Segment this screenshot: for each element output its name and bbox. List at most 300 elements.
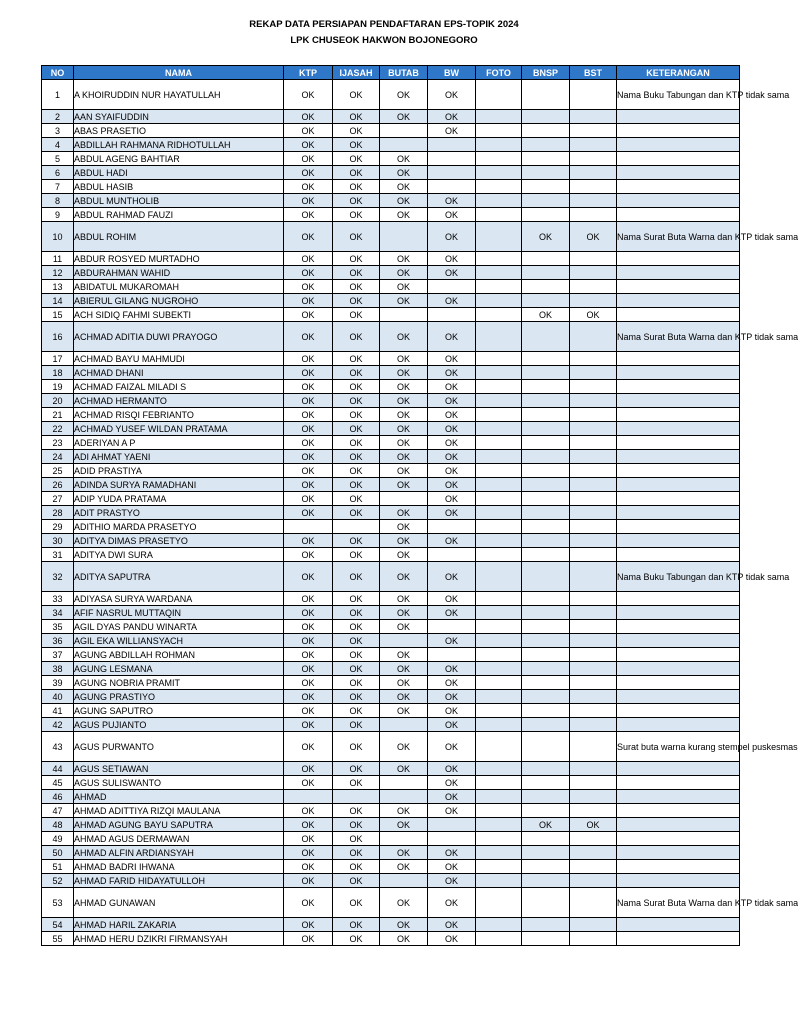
row-nama: ADITYA DIMAS PRASETYO bbox=[74, 534, 284, 548]
table-row bbox=[42, 366, 740, 380]
row-ijasah: OK bbox=[333, 562, 380, 592]
row-nama: AGUNG ABDILLAH ROHMAN bbox=[74, 648, 284, 662]
row-ijasah: OK bbox=[333, 846, 380, 860]
row-bnsp bbox=[522, 436, 570, 450]
row-no: 41 bbox=[42, 704, 74, 718]
row-nama: AGUNG LESMANA bbox=[74, 662, 284, 676]
row-bnsp bbox=[522, 478, 570, 492]
row-butab: OK bbox=[380, 464, 428, 478]
row-nama: ADID PRASTIYA bbox=[74, 464, 284, 478]
row-ktp bbox=[284, 520, 333, 534]
row-ktp: OK bbox=[284, 874, 333, 888]
row-bnsp bbox=[522, 592, 570, 606]
row-nama: ABAS PRASETIO bbox=[74, 124, 284, 138]
row-bw bbox=[428, 520, 476, 534]
row-bnsp bbox=[522, 548, 570, 562]
table-row bbox=[42, 394, 740, 408]
row-bnsp bbox=[522, 634, 570, 648]
row-butab: OK bbox=[380, 690, 428, 704]
row-bnsp bbox=[522, 918, 570, 932]
row-bnsp bbox=[522, 166, 570, 180]
row-bw: OK bbox=[428, 592, 476, 606]
row-ijasah: OK bbox=[333, 634, 380, 648]
table-row bbox=[42, 222, 740, 252]
row-nama: ACHMAD HERMANTO bbox=[74, 394, 284, 408]
row-bst bbox=[570, 352, 617, 366]
row-bnsp: OK bbox=[522, 222, 570, 252]
row-butab: OK bbox=[380, 266, 428, 280]
row-no: 54 bbox=[42, 918, 74, 932]
row-keterangan bbox=[617, 208, 740, 222]
row-ktp: OK bbox=[284, 676, 333, 690]
table-row bbox=[42, 548, 740, 562]
row-foto bbox=[476, 562, 522, 592]
row-no: 10 bbox=[42, 222, 74, 252]
row-ktp: OK bbox=[284, 762, 333, 776]
table-row bbox=[42, 450, 740, 464]
row-no: 24 bbox=[42, 450, 74, 464]
row-no: 43 bbox=[42, 732, 74, 762]
row-bnsp bbox=[522, 732, 570, 762]
row-ijasah: OK bbox=[333, 506, 380, 520]
row-nama: ABIDATUL MUKAROMAH bbox=[74, 280, 284, 294]
row-bw: OK bbox=[428, 790, 476, 804]
table-row bbox=[42, 860, 740, 874]
row-bw: OK bbox=[428, 704, 476, 718]
row-nama: ABDUL ROHIM bbox=[74, 222, 284, 252]
col-header-ktp: KTP bbox=[284, 66, 333, 80]
table-row bbox=[42, 790, 740, 804]
row-foto bbox=[476, 704, 522, 718]
row-keterangan bbox=[617, 718, 740, 732]
col-header-keterangan: KETERANGAN bbox=[617, 66, 740, 80]
row-keterangan bbox=[617, 138, 740, 152]
row-foto bbox=[476, 366, 522, 380]
row-ijasah: OK bbox=[333, 718, 380, 732]
row-ktp: OK bbox=[284, 818, 333, 832]
row-keterangan bbox=[617, 308, 740, 322]
row-bst bbox=[570, 138, 617, 152]
row-no: 23 bbox=[42, 436, 74, 450]
row-bst bbox=[570, 408, 617, 422]
row-ijasah: OK bbox=[333, 110, 380, 124]
row-ijasah: OK bbox=[333, 138, 380, 152]
row-butab: OK bbox=[380, 704, 428, 718]
row-butab: OK bbox=[380, 562, 428, 592]
row-ktp: OK bbox=[284, 690, 333, 704]
table-row bbox=[42, 408, 740, 422]
row-foto bbox=[476, 166, 522, 180]
row-bw: OK bbox=[428, 124, 476, 138]
row-bnsp bbox=[522, 648, 570, 662]
row-nama: AHMAD ALFIN ARDIANSYAH bbox=[74, 846, 284, 860]
row-bw: OK bbox=[428, 422, 476, 436]
table-row bbox=[42, 606, 740, 620]
row-nama: AGUS SETIAWAN bbox=[74, 762, 284, 776]
row-bst bbox=[570, 80, 617, 110]
row-bw: OK bbox=[428, 732, 476, 762]
row-foto bbox=[476, 222, 522, 252]
table-row bbox=[42, 194, 740, 208]
row-bst bbox=[570, 464, 617, 478]
row-no: 7 bbox=[42, 180, 74, 194]
row-ijasah: OK bbox=[333, 918, 380, 932]
row-foto bbox=[476, 266, 522, 280]
table-row bbox=[42, 110, 740, 124]
row-nama: AFIF NASRUL MUTTAQIN bbox=[74, 606, 284, 620]
row-nama: AHMAD FARID HIDAYATULLOH bbox=[74, 874, 284, 888]
row-keterangan bbox=[617, 790, 740, 804]
row-foto bbox=[476, 762, 522, 776]
row-ktp: OK bbox=[284, 606, 333, 620]
row-keterangan bbox=[617, 506, 740, 520]
row-nama: ADITYA DWI SURA bbox=[74, 548, 284, 562]
row-no: 30 bbox=[42, 534, 74, 548]
row-bw bbox=[428, 648, 476, 662]
row-no: 19 bbox=[42, 380, 74, 394]
row-foto bbox=[476, 422, 522, 436]
row-bnsp bbox=[522, 352, 570, 366]
table-row bbox=[42, 266, 740, 280]
row-nama: ADI AHMAT YAENI bbox=[74, 450, 284, 464]
row-nama: AHMAD bbox=[74, 790, 284, 804]
row-ijasah: OK bbox=[333, 166, 380, 180]
row-bst bbox=[570, 422, 617, 436]
row-foto bbox=[476, 548, 522, 562]
row-nama: AGUNG SAPUTRO bbox=[74, 704, 284, 718]
row-ijasah: OK bbox=[333, 266, 380, 280]
row-butab: OK bbox=[380, 322, 428, 352]
row-nama: AHMAD ADITTIYA RIZQI MAULANA bbox=[74, 804, 284, 818]
row-butab: OK bbox=[380, 732, 428, 762]
row-no: 38 bbox=[42, 662, 74, 676]
document-title: REKAP DATA PERSIAPAN PENDAFTARAN EPS-TOPIK 2024 bbox=[249, 19, 519, 30]
row-foto bbox=[476, 294, 522, 308]
row-foto bbox=[476, 208, 522, 222]
row-butab bbox=[380, 222, 428, 252]
row-nama: ABDUL RAHMAD FAUZI bbox=[74, 208, 284, 222]
row-foto bbox=[476, 804, 522, 818]
row-bst bbox=[570, 776, 617, 790]
row-ijasah: OK bbox=[333, 534, 380, 548]
row-ijasah: OK bbox=[333, 662, 380, 676]
row-ijasah: OK bbox=[333, 888, 380, 918]
row-bnsp bbox=[522, 322, 570, 352]
row-butab: OK bbox=[380, 818, 428, 832]
row-bw: OK bbox=[428, 762, 476, 776]
row-bw: OK bbox=[428, 804, 476, 818]
row-ktp: OK bbox=[284, 548, 333, 562]
row-foto bbox=[476, 152, 522, 166]
row-ktp: OK bbox=[284, 662, 333, 676]
row-ijasah: OK bbox=[333, 932, 380, 946]
row-no: 17 bbox=[42, 352, 74, 366]
row-bnsp bbox=[522, 366, 570, 380]
row-bnsp bbox=[522, 832, 570, 846]
row-bst bbox=[570, 676, 617, 690]
row-butab: OK bbox=[380, 180, 428, 194]
row-keterangan bbox=[617, 194, 740, 208]
row-foto bbox=[476, 450, 522, 464]
row-nama: AHMAD GUNAWAN bbox=[74, 888, 284, 918]
row-no: 37 bbox=[42, 648, 74, 662]
row-keterangan bbox=[617, 648, 740, 662]
row-bst bbox=[570, 194, 617, 208]
row-butab: OK bbox=[380, 408, 428, 422]
row-ktp: OK bbox=[284, 194, 333, 208]
row-ijasah: OK bbox=[333, 776, 380, 790]
row-ktp: OK bbox=[284, 80, 333, 110]
row-bst bbox=[570, 874, 617, 888]
row-bw bbox=[428, 832, 476, 846]
row-no: 36 bbox=[42, 634, 74, 648]
row-butab: OK bbox=[380, 436, 428, 450]
row-bw: OK bbox=[428, 322, 476, 352]
col-header-nama: NAMA bbox=[74, 66, 284, 80]
row-ktp: OK bbox=[284, 776, 333, 790]
table-row bbox=[42, 436, 740, 450]
row-butab: OK bbox=[380, 888, 428, 918]
row-bw: OK bbox=[428, 366, 476, 380]
row-nama: ACHMAD FAIZAL MILADI S bbox=[74, 380, 284, 394]
row-ktp: OK bbox=[284, 534, 333, 548]
row-foto bbox=[476, 408, 522, 422]
row-keterangan bbox=[617, 818, 740, 832]
row-bnsp bbox=[522, 294, 570, 308]
row-bst bbox=[570, 166, 617, 180]
row-no: 39 bbox=[42, 676, 74, 690]
row-butab bbox=[380, 308, 428, 322]
row-bw: OK bbox=[428, 478, 476, 492]
row-ktp: OK bbox=[284, 464, 333, 478]
row-nama: ACHMAD DHANI bbox=[74, 366, 284, 380]
row-foto bbox=[476, 520, 522, 534]
row-bw: OK bbox=[428, 776, 476, 790]
table-row bbox=[42, 464, 740, 478]
row-foto bbox=[476, 690, 522, 704]
row-ktp: OK bbox=[284, 888, 333, 918]
row-butab: OK bbox=[380, 110, 428, 124]
row-bnsp bbox=[522, 932, 570, 946]
row-nama: ACHMAD YUSEF WILDAN PRATAMA bbox=[74, 422, 284, 436]
row-no: 3 bbox=[42, 124, 74, 138]
row-ktp: OK bbox=[284, 152, 333, 166]
row-bst bbox=[570, 846, 617, 860]
row-bnsp bbox=[522, 394, 570, 408]
row-ijasah: OK bbox=[333, 690, 380, 704]
row-bnsp bbox=[522, 520, 570, 534]
row-bw bbox=[428, 308, 476, 322]
row-bw: OK bbox=[428, 450, 476, 464]
row-bst bbox=[570, 932, 617, 946]
row-bw: OK bbox=[428, 918, 476, 932]
row-bnsp: OK bbox=[522, 818, 570, 832]
row-butab: OK bbox=[380, 676, 428, 690]
row-no: 47 bbox=[42, 804, 74, 818]
row-bst bbox=[570, 520, 617, 534]
row-bw bbox=[428, 280, 476, 294]
row-ktp: OK bbox=[284, 322, 333, 352]
row-ktp: OK bbox=[284, 352, 333, 366]
row-butab: OK bbox=[380, 534, 428, 548]
row-no: 29 bbox=[42, 520, 74, 534]
row-no: 28 bbox=[42, 506, 74, 520]
row-bst bbox=[570, 252, 617, 266]
row-foto bbox=[476, 732, 522, 762]
table-row bbox=[42, 380, 740, 394]
row-no: 22 bbox=[42, 422, 74, 436]
row-bnsp bbox=[522, 676, 570, 690]
row-bst: OK bbox=[570, 308, 617, 322]
row-nama: ADINDA SURYA RAMADHANI bbox=[74, 478, 284, 492]
row-ijasah: OK bbox=[333, 818, 380, 832]
row-ijasah bbox=[333, 790, 380, 804]
row-no: 11 bbox=[42, 252, 74, 266]
row-butab bbox=[380, 492, 428, 506]
row-foto bbox=[476, 322, 522, 352]
row-no: 48 bbox=[42, 818, 74, 832]
row-ijasah: OK bbox=[333, 548, 380, 562]
row-bnsp bbox=[522, 562, 570, 592]
row-butab: OK bbox=[380, 252, 428, 266]
row-ijasah: OK bbox=[333, 422, 380, 436]
row-foto bbox=[476, 80, 522, 110]
row-keterangan bbox=[617, 592, 740, 606]
row-butab: OK bbox=[380, 208, 428, 222]
row-bw bbox=[428, 548, 476, 562]
recap-table bbox=[41, 65, 798, 946]
row-keterangan bbox=[617, 492, 740, 506]
row-bst bbox=[570, 606, 617, 620]
row-ktp: OK bbox=[284, 266, 333, 280]
row-nama: AGUNG PRASTIYO bbox=[74, 690, 284, 704]
row-ijasah: OK bbox=[333, 832, 380, 846]
table-row bbox=[42, 662, 740, 676]
row-nama: ABDUL HASIB bbox=[74, 180, 284, 194]
row-keterangan bbox=[617, 662, 740, 676]
table-row bbox=[42, 776, 740, 790]
row-no: 5 bbox=[42, 152, 74, 166]
table-row bbox=[42, 478, 740, 492]
row-bw: OK bbox=[428, 606, 476, 620]
row-ktp: OK bbox=[284, 478, 333, 492]
row-butab: OK bbox=[380, 152, 428, 166]
row-foto bbox=[476, 352, 522, 366]
row-nama: ADITYA SAPUTRA bbox=[74, 562, 284, 592]
row-no: 31 bbox=[42, 548, 74, 562]
row-no: 25 bbox=[42, 464, 74, 478]
row-foto bbox=[476, 790, 522, 804]
row-foto bbox=[476, 394, 522, 408]
row-keterangan bbox=[617, 464, 740, 478]
row-butab bbox=[380, 138, 428, 152]
row-ijasah: OK bbox=[333, 804, 380, 818]
row-keterangan bbox=[617, 252, 740, 266]
row-bst bbox=[570, 380, 617, 394]
table-row bbox=[42, 874, 740, 888]
row-ktp: OK bbox=[284, 832, 333, 846]
row-ktp: OK bbox=[284, 252, 333, 266]
row-bst bbox=[570, 534, 617, 548]
row-foto bbox=[476, 534, 522, 548]
row-bw: OK bbox=[428, 662, 476, 676]
row-bst bbox=[570, 690, 617, 704]
row-bnsp bbox=[522, 790, 570, 804]
row-butab bbox=[380, 874, 428, 888]
row-keterangan bbox=[617, 110, 740, 124]
row-bst bbox=[570, 732, 617, 762]
row-no: 4 bbox=[42, 138, 74, 152]
row-butab: OK bbox=[380, 932, 428, 946]
row-no: 6 bbox=[42, 166, 74, 180]
row-ijasah: OK bbox=[333, 252, 380, 266]
row-ktp bbox=[284, 790, 333, 804]
row-bw: OK bbox=[428, 846, 476, 860]
row-bst bbox=[570, 704, 617, 718]
row-foto bbox=[476, 662, 522, 676]
row-foto bbox=[476, 846, 522, 860]
table-row bbox=[42, 846, 740, 860]
row-bw bbox=[428, 818, 476, 832]
row-butab bbox=[380, 790, 428, 804]
row-bnsp bbox=[522, 776, 570, 790]
row-ijasah: OK bbox=[333, 124, 380, 138]
row-bst bbox=[570, 888, 617, 918]
row-ijasah: OK bbox=[333, 208, 380, 222]
row-no: 16 bbox=[42, 322, 74, 352]
row-ktp: OK bbox=[284, 492, 333, 506]
row-bw: OK bbox=[428, 690, 476, 704]
row-ktp: OK bbox=[284, 422, 333, 436]
row-foto bbox=[476, 592, 522, 606]
row-ktp: OK bbox=[284, 436, 333, 450]
row-butab: OK bbox=[380, 662, 428, 676]
row-ktp: OK bbox=[284, 138, 333, 152]
row-nama: AHMAD AGUNG BAYU SAPUTRA bbox=[74, 818, 284, 832]
row-keterangan: Nama Buku Tabungan dan KTP tidak sama bbox=[617, 80, 740, 110]
table-row bbox=[42, 308, 740, 322]
row-keterangan bbox=[617, 620, 740, 634]
row-nama: AGUS PUJIANTO bbox=[74, 718, 284, 732]
row-keterangan: Nama Surat Buta Warna dan KTP tidak sama bbox=[617, 888, 740, 918]
row-keterangan bbox=[617, 124, 740, 138]
row-foto bbox=[476, 436, 522, 450]
row-keterangan: Nama Surat Buta Warna dan KTP tidak sama bbox=[617, 222, 740, 252]
table-row bbox=[42, 832, 740, 846]
row-bw bbox=[428, 138, 476, 152]
row-ijasah: OK bbox=[333, 352, 380, 366]
row-keterangan bbox=[617, 478, 740, 492]
row-bst bbox=[570, 506, 617, 520]
row-ktp: OK bbox=[284, 804, 333, 818]
row-foto bbox=[476, 308, 522, 322]
row-ktp: OK bbox=[284, 366, 333, 380]
row-bnsp bbox=[522, 208, 570, 222]
table-row bbox=[42, 648, 740, 662]
row-bw bbox=[428, 152, 476, 166]
row-bst bbox=[570, 266, 617, 280]
col-header-butab: BUTAB bbox=[380, 66, 428, 80]
row-bw: OK bbox=[428, 860, 476, 874]
row-nama: AGIL DYAS PANDU WINARTA bbox=[74, 620, 284, 634]
row-bst bbox=[570, 562, 617, 592]
row-bnsp bbox=[522, 704, 570, 718]
row-bw: OK bbox=[428, 874, 476, 888]
row-keterangan bbox=[617, 352, 740, 366]
row-bst bbox=[570, 592, 617, 606]
row-butab: OK bbox=[380, 520, 428, 534]
row-nama: AGUNG NOBRIA PRAMIT bbox=[74, 676, 284, 690]
